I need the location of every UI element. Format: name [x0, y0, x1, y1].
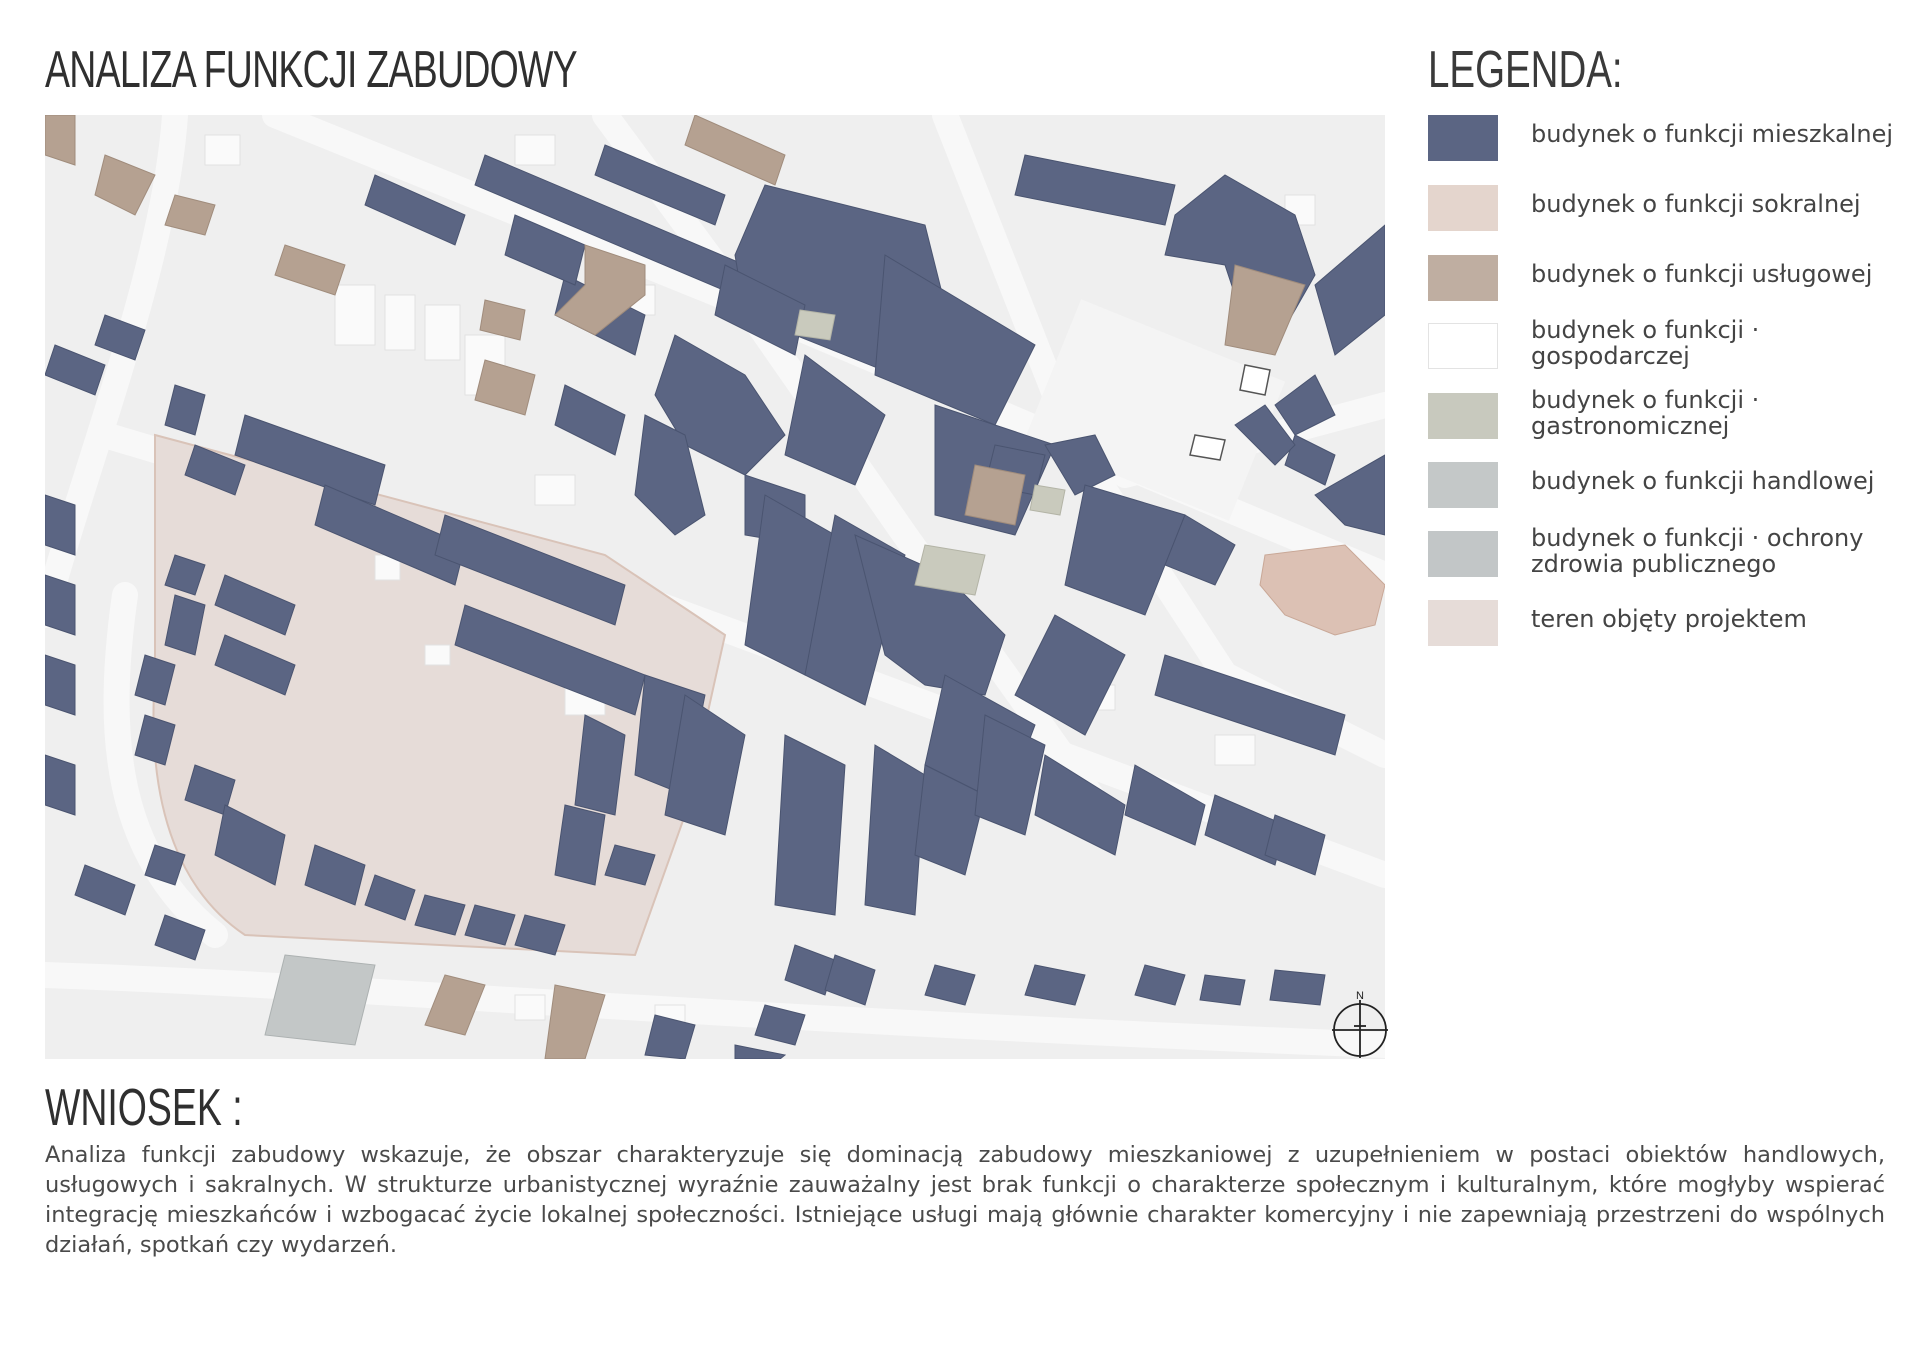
residential-building — [775, 735, 845, 915]
legend-item-health — [1428, 524, 1898, 578]
utility-building — [425, 305, 460, 360]
legend-label-gastronomic: budynek o funkcji · gastronomicznej — [1531, 386, 1760, 440]
legend-label-utility: budynek o funkcji · gospodarczej — [1531, 316, 1760, 370]
residential-building — [45, 575, 75, 635]
utility-building — [535, 475, 575, 505]
legend-item-service — [1428, 255, 1898, 301]
conclusion-title: WNIOSEK : — [45, 1079, 243, 1137]
north-arrow — [1325, 990, 1395, 1060]
legend-swatch-sacral — [1428, 185, 1498, 231]
legend-swatch-health — [1428, 531, 1498, 577]
hatched-building — [1190, 435, 1225, 460]
residential-building — [45, 755, 75, 815]
legend-item-residential — [1428, 115, 1898, 161]
gastronomic-building — [795, 310, 835, 340]
utility-building — [515, 995, 545, 1020]
commercial-building — [265, 955, 375, 1045]
service-building — [965, 465, 1025, 525]
residential-building — [45, 495, 75, 555]
legend-swatch-project-area — [1428, 600, 1498, 646]
legend-label-residential: budynek o funkcji mieszkalnej — [1531, 120, 1894, 148]
residential-building — [1200, 975, 1245, 1005]
utility-building — [385, 295, 415, 350]
hatched-building — [1240, 365, 1270, 395]
utility-building — [515, 135, 555, 165]
legend-label-service: budynek o funkcji usługowej — [1531, 260, 1873, 288]
legend-item-gastronomic — [1428, 386, 1898, 440]
utility-building — [335, 285, 375, 345]
gastronomic-building — [1030, 485, 1065, 515]
legend-swatch-utility — [1428, 323, 1498, 369]
legend-label-sacral: budynek o funkcji sokralnej — [1531, 190, 1861, 218]
building-function-map — [45, 115, 1385, 1059]
legend-label-project-area: teren objęty projektem — [1531, 605, 1807, 633]
legend-item-utility — [1428, 316, 1898, 370]
residential-building — [45, 655, 75, 715]
legend-swatch-commercial — [1428, 462, 1498, 508]
legend-item-commercial — [1428, 462, 1898, 508]
legend-item-sacral — [1428, 185, 1898, 231]
legend-label-commercial: budynek o funkcji handlowej — [1531, 467, 1875, 495]
legend-item-project-area — [1428, 600, 1898, 646]
residential-building — [1270, 970, 1325, 1005]
utility-building — [1215, 735, 1255, 765]
legend-swatch-residential — [1428, 115, 1498, 161]
legend-swatch-gastronomic — [1428, 393, 1498, 439]
page-title: ANALIZA FUNKCJI ZABUDOWY — [45, 41, 577, 99]
legend-swatch-service — [1428, 255, 1498, 301]
map-svg — [45, 115, 1385, 1059]
residential-building — [865, 745, 925, 915]
commercial-buildings — [265, 955, 375, 1045]
legend-title: LEGENDA: — [1428, 41, 1623, 99]
conclusion-text: Analiza funkcji zabudowy wskazuje, że obszar charakteryzuje się dominacją zabudowy mieszkaniowej z uzupełnieniem w postaci obiektów handlowych, usługowych i sakralnych. W strukturze urbanistycznej wyraźnie zauważalny jest brak funkcji o charakterze społecznym i kulturalnym, które mogłyby wspierać integrację mieszkańców i wzbogacać życie lokalnej społeczności. Istniejące usługi mają głównie charakter komercyjny i nie zapewniają przestrzeni do wspólnych działań, spotkań czy wydarzeń. — [45, 1142, 1885, 1258]
utility-building — [425, 645, 450, 665]
legend-label-health: budynek o funkcji · ochrony zdrowia publicznego — [1531, 524, 1864, 578]
utility-building — [205, 135, 240, 165]
north-label: N — [1356, 990, 1364, 1002]
